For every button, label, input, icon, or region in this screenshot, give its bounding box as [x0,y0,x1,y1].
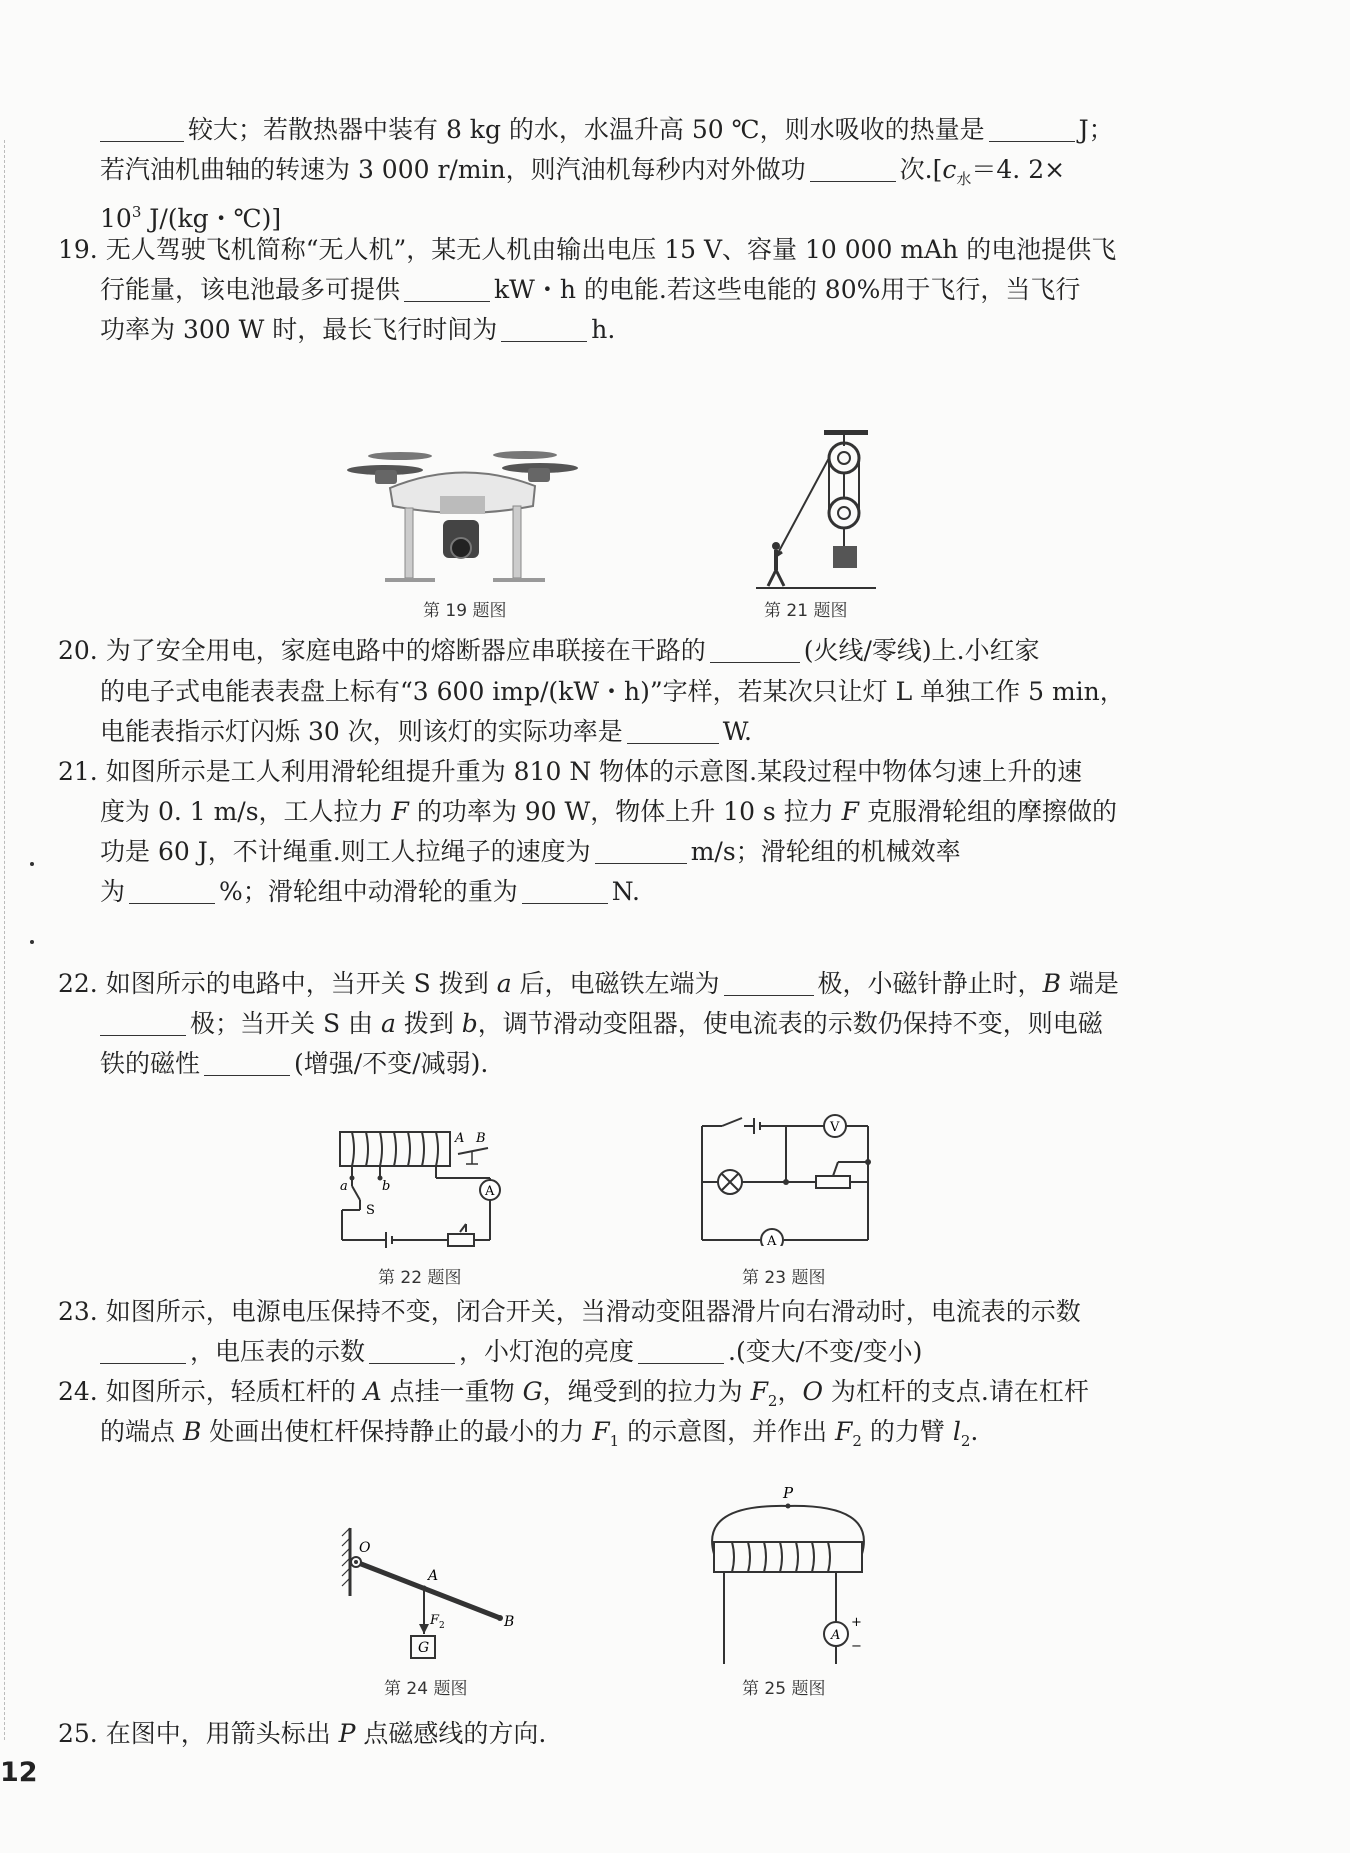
fig25-caption: 第 25 题图 [742,1679,826,1699]
page-number: 12 [0,1757,38,1788]
q19-line-3: 功率为 300 W 时，最长飞行时间为 h. [100,306,1160,354]
q22-line-3: 铁的磁性 (增强/不变/减弱). [100,1040,1160,1088]
answer-blank[interactable] [710,632,800,663]
answer-blank[interactable] [724,965,814,996]
pulley-figure [756,428,876,592]
answer-blank[interactable] [989,111,1075,142]
electromagnet-circuit-figure [330,1128,520,1258]
lamp-circuit-figure [700,1112,875,1246]
answer-blank[interactable] [522,873,608,904]
q20-line-2: 的电子式电能表表盘上标有“3 600 imp/(kW・h)”字样，若某次只让灯 L 单独工作 5 min， [100,677,1125,706]
svg-text:A: A [428,1568,439,1584]
answer-blank[interactable] [100,1333,186,1364]
answer-blank[interactable] [369,1333,455,1364]
q20-line-1: 20. 为了安全用电，家庭电路中的熔断器应串联接在干路的 (火线/零线)上.小红家 [58,627,1118,675]
solenoid-figure [700,1484,880,1670]
svg-text:O: O [359,1540,371,1556]
answer-blank[interactable] [129,873,215,904]
q22-line-2: 极；当开关 S 由 a 拨到 b，调节滑动变阻器，使电流表的示数仍保持不变，则电磁 [100,1000,1160,1048]
svg-text:A: A [767,1234,777,1246]
q18-line-3: $10^3$ J/(kg・℃)] [100,203,282,233]
svg-text:B: B [504,1614,515,1630]
answer-blank[interactable] [638,1333,724,1364]
svg-text:F: F [430,1613,440,1628]
svg-text:A: A [831,1628,841,1643]
q24-line-2: 的端点 B 处画出使杠杆保持静止的最小的力 $F_1$ 的示意图，并作出 $F_2$ 的力臂 $l_2$. [100,1417,979,1450]
answer-blank[interactable] [204,1045,290,1076]
fig24-caption: 第 24 题图 [384,1679,468,1699]
svg-text:+: + [851,1615,862,1630]
q22-line-1: 22. 如图所示的电路中，当开关 S 拨到 a 后，电磁铁左端为 极，小磁针静止时，B 端是 [58,960,1118,1008]
drone-figure [345,448,580,588]
svg-text:A: A [455,1131,465,1146]
q23-line-2: ，电压表的示数 ，小灯泡的亮度 .(变大/不变/变小) [100,1328,1160,1376]
svg-text:S: S [366,1203,375,1218]
q25-line-1: 25. 在图中，用箭头标出 P 点磁感线的方向. [58,1719,547,1748]
q21-line-2: 度为 0. 1 m/s，工人拉力 F 的功率为 90 W，物体上升 10 s 拉力 F 克服滑轮组的摩擦做的 [100,797,1117,826]
answer-blank[interactable] [100,1005,186,1036]
lever-figure [338,1526,518,1666]
svg-text:V: V [830,1120,840,1135]
fig23-caption: 第 23 题图 [742,1268,826,1288]
answer-blank[interactable] [100,111,184,142]
q19-line-2: 行能量，该电池最多可提供 kW・h 的电能.若这些电能的 80%用于飞行，当飞行 [100,266,1160,314]
svg-text:2: 2 [439,1621,445,1631]
answer-blank[interactable] [627,713,719,744]
margin-dot [30,862,34,866]
q21-line-3: 功是 60 J，不计绳重.则工人拉绳子的速度为 m/s；滑轮组的机械效率 [100,828,1160,876]
q18-line-1: 较大；若散热器中装有 8 kg 的水，水温升高 50 ℃，则水吸收的热量是 J； [100,106,1160,154]
page-edge-line [4,140,6,1740]
svg-text:P: P [783,1484,794,1502]
fig22-caption: 第 22 题图 [378,1268,462,1288]
q20-line-3: 电能表指示灯闪烁 30 次，则该灯的实际功率是 W. [100,708,1160,756]
fig19-caption: 第 19 题图 [423,601,507,621]
answer-blank[interactable] [501,311,587,342]
svg-text:a: a [340,1179,348,1194]
svg-text:b: b [382,1179,391,1194]
svg-text:−: − [851,1639,862,1654]
q21-line-1: 21. 如图所示是工人利用滑轮组提升重为 810 N 物体的示意图.某段过程中物体匀速上升的速 [58,757,1083,786]
fig21-caption: 第 21 题图 [764,601,848,621]
q23-line-1: 23. 如图所示，电源电压保持不变，闭合开关，当滑动变阻器滑片向右滑动时，电流表的示数 [58,1297,1081,1326]
answer-blank[interactable] [810,151,896,182]
svg-text:A: A [485,1184,495,1199]
q24-line-1: 24. 如图所示，轻质杠杆的 A 点挂一重物 G，绳受到的拉力为 $F_2$，O 为杠杆的支点.请在杠杆 [58,1377,1089,1410]
answer-blank[interactable] [595,833,687,864]
q21-line-4: 为 %；滑轮组中动滑轮的重为 N. [100,868,1160,916]
svg-text:G: G [418,1640,430,1656]
svg-text:B: B [476,1131,486,1146]
margin-dot [30,940,34,944]
q18-line-2: 若汽油机曲轴的转速为 3 000 r/min，则汽油机每秒内对外做功 次$.[c_水=4$. 2× [100,146,1160,194]
answer-blank[interactable] [404,271,490,302]
q19-line-1: 19. 无人驾驶飞机简称“无人机”，某无人机由输出电压 15 V、容量 10 000 mAh 的电池提供飞 [58,235,1117,264]
